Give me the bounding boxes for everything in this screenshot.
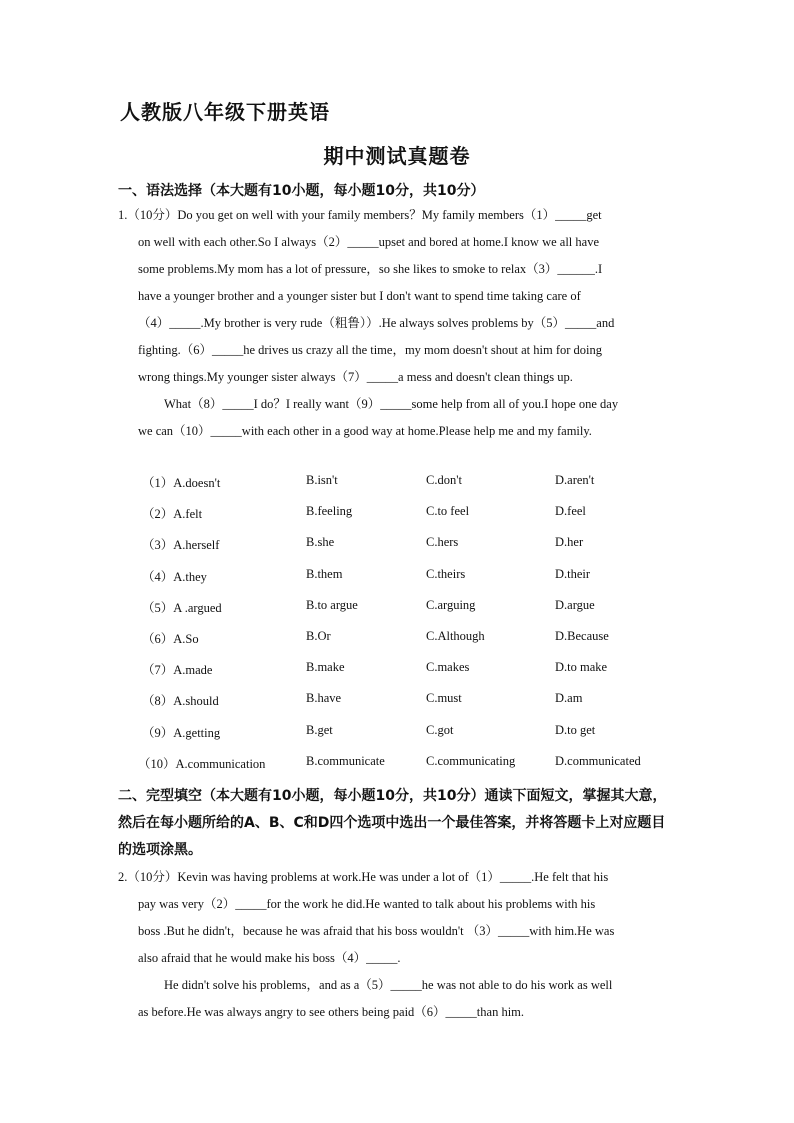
- q2-line: He didn't solve his problems，and as a（5）_____he was not able to do his work as well: [164, 978, 613, 992]
- option-row: [142, 473, 682, 504]
- q1-line: 1.（10分）Do you get on well with your family members？My family members（1）_____get: [118, 208, 602, 222]
- option-d: D.feel: [555, 504, 586, 519]
- option-b: B.communicate: [306, 753, 385, 768]
- option-b: B.to argue: [306, 597, 358, 612]
- option-c: C.Although: [426, 628, 485, 643]
- q1-line: some problems.My mom has a lot of pressure，so she likes to smoke to relax（3）______.I: [138, 262, 603, 276]
- option-a: （10）A.communication: [138, 756, 266, 771]
- option-row: [142, 598, 682, 629]
- section2-heading-line: 然后在每小题所给的A、B、C和D四个选项中选出一个最佳答案，并将答题卡上对应题目: [118, 815, 666, 831]
- q1-line: have a younger brother and a younger sister but I don't want to spend time taking care of: [138, 289, 581, 303]
- option-b: B.Or: [306, 628, 331, 643]
- document-title: 人教版八年级下册英语: [120, 100, 330, 124]
- option-d: D.aren't: [555, 473, 595, 487]
- option-a: （1）A.doesn't: [142, 476, 221, 490]
- option-b: B.feeling: [306, 504, 353, 519]
- option-a: （9）A.getting: [142, 725, 221, 740]
- option-b: B.have: [306, 691, 342, 706]
- q2-line: 2.（10分）Kevin was having problems at work.He was under a lot of（1）_____.He felt that his: [118, 870, 609, 884]
- option-c: C.arguing: [426, 597, 476, 612]
- option-row: [142, 535, 682, 566]
- option-a: （8）A.should: [142, 694, 219, 709]
- section1-heading: 一、语法选择（本大题有10小题，每小题10分，共10分）: [118, 183, 485, 199]
- q2-line: boss .But he didn't，because he was afraid that his boss wouldn't （3）_____with him.He was: [138, 924, 615, 938]
- option-c: C.theirs: [426, 566, 466, 581]
- option-c: C.makes: [426, 660, 470, 675]
- option-row: [142, 504, 682, 535]
- q1-line: we can（10）_____with each other in a good way at home.Please help me and my family.: [138, 424, 592, 438]
- option-d: D.communicated: [555, 753, 641, 768]
- option-a: （2）A.felt: [142, 507, 203, 522]
- q1-line: on well with each other.So I always（2）_____upset and bored at home.I know we all have: [138, 235, 599, 249]
- option-b: B.isn't: [306, 473, 338, 487]
- option-b: B.them: [306, 566, 343, 581]
- q1-line: What（8）_____I do？I really want（9）_____some help from all of you.I hope one day: [164, 397, 619, 411]
- option-a: （4）A.they: [142, 569, 207, 584]
- q2-line: also afraid that he would make his boss（4）_____.: [138, 951, 401, 965]
- option-a: （6）A.So: [142, 631, 199, 646]
- option-d: D.argue: [555, 597, 595, 612]
- option-row: [142, 691, 682, 722]
- option-c: C.communicating: [426, 753, 516, 768]
- q2-line: as before.He was always angry to see others being paid（6）_____than him.: [138, 1005, 525, 1019]
- option-c: C.to feel: [426, 504, 470, 519]
- q1-line: fighting.（6）_____he drives us crazy all the time，my mom doesn't shout at him for doing: [138, 343, 602, 357]
- option-b: B.make: [306, 660, 345, 675]
- option-row: [142, 660, 682, 691]
- option-d: D.her: [555, 535, 584, 550]
- option-d: D.to get: [555, 722, 596, 737]
- q1-line: （4）_____.My brother is very rude（粗鲁））.He always solves problems by（5）_____and: [138, 316, 615, 330]
- option-a: （5）A .argued: [142, 600, 222, 615]
- section2-heading-line: 二、完型填空（本大题有10小题，每小题10分，共10分）通读下面短文，掌握其大意，: [118, 788, 667, 804]
- question1-passage: [118, 202, 678, 445]
- option-a: （3）A.herself: [142, 538, 220, 553]
- option-c: C.hers: [426, 535, 459, 550]
- option-row: [142, 629, 682, 660]
- option-d: D.their: [555, 566, 591, 581]
- section2-heading-line: 的选项涂黑。: [118, 842, 202, 858]
- option-c: C.got: [426, 722, 454, 737]
- document-subtitle: 期中测试真题卷: [323, 144, 471, 168]
- section2-heading: [118, 783, 688, 864]
- option-d: D.to make: [555, 660, 608, 675]
- q2-line: pay was very（2）_____for the work he did.He wanted to talk about his problems with his: [138, 897, 596, 911]
- option-d: D.Because: [555, 628, 609, 643]
- option-b: B.she: [306, 535, 335, 550]
- option-b: B.get: [306, 722, 333, 737]
- option-a: （7）A.made: [142, 663, 213, 678]
- option-d: D.am: [555, 691, 583, 706]
- option-c: C.don't: [426, 473, 462, 487]
- option-row: [142, 567, 682, 598]
- option-c: C.must: [426, 691, 462, 706]
- option-row: [142, 723, 682, 754]
- question2-passage: [118, 864, 678, 1026]
- option-row: [138, 753, 682, 785]
- q1-line: wrong things.My younger sister always（7）_____a mess and doesn't clean things up.: [138, 370, 573, 384]
- question1-options: [138, 473, 682, 785]
